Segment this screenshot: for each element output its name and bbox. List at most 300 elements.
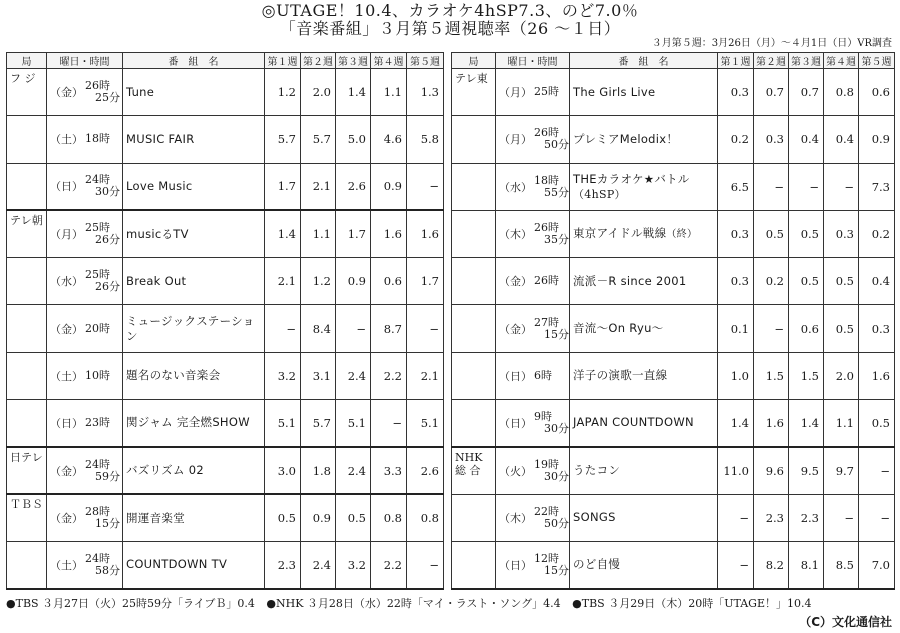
rating-week-3: 2.4 xyxy=(336,447,371,494)
rating-week-3: 1.7 xyxy=(336,210,371,257)
program-cell xyxy=(123,494,265,541)
rating-week-5: 1.6 xyxy=(859,352,895,399)
day-time-cell xyxy=(496,69,570,116)
table-row xyxy=(452,69,895,116)
rating-week-3: 2.4 xyxy=(336,352,371,399)
program-cell xyxy=(123,400,265,447)
time-minute: 15分 xyxy=(95,517,120,531)
day-time-cell xyxy=(47,116,123,163)
col-header-week-5: 第５週 xyxy=(859,53,895,69)
program-name: 流派－R since 2001 xyxy=(573,273,687,288)
rating-week-3: 9.5 xyxy=(789,447,824,494)
col-header-week-5: 第５週 xyxy=(407,53,444,69)
time-hour: 9時 xyxy=(534,409,552,423)
time xyxy=(85,370,110,382)
rating-week-1: − xyxy=(718,541,754,588)
rating-week-2: 2.1 xyxy=(301,163,336,210)
program-cell xyxy=(123,352,265,399)
footer-note-text: TBS ３月29日（木）20時「UTAGE！」10.4 xyxy=(581,597,812,610)
time xyxy=(534,86,559,98)
time xyxy=(85,222,120,246)
rating-week-3: − xyxy=(336,305,371,352)
rating-week-2: 0.5 xyxy=(754,210,789,257)
program-cell xyxy=(123,116,265,163)
col-header-week-3: 第３週 xyxy=(789,53,824,69)
rating-week-1: 1.7 xyxy=(265,163,301,210)
col-header-week-4: 第４週 xyxy=(371,53,407,69)
rating-week-4: 2.0 xyxy=(824,352,859,399)
col-header-week-1: 第１週 xyxy=(718,53,754,69)
station-cell xyxy=(452,352,496,399)
rating-week-2: 0.9 xyxy=(301,494,336,541)
station-name: テレ朝 xyxy=(10,214,43,228)
weekday: （木） xyxy=(499,228,532,242)
program-subtitle: （4hSP） xyxy=(573,187,626,201)
program-cell xyxy=(123,210,265,257)
time-hour: 23時 xyxy=(85,415,110,429)
time xyxy=(85,80,120,104)
rating-week-1: 2.3 xyxy=(265,541,301,588)
program-name: ミュージックステーション xyxy=(126,313,255,343)
time xyxy=(534,411,569,435)
bullet-icon: ● xyxy=(266,597,276,610)
footer-note-text: TBS ３月27日（火）25時59分「ライブＢ」0.4 xyxy=(15,597,255,610)
footer-note xyxy=(6,597,255,610)
station-name: テレ東 xyxy=(455,72,488,85)
survey-note: ３月第５週：3月26日（月）〜４月1日（日）VR調査 xyxy=(651,38,892,49)
rating-week-2: 1.6 xyxy=(754,400,789,447)
rating-week-3: 5.0 xyxy=(336,116,371,163)
time-hour: 22時 xyxy=(534,504,559,518)
station-cell xyxy=(7,400,47,447)
table-row xyxy=(452,400,895,447)
rating-week-2: 0.3 xyxy=(754,116,789,163)
rating-week-5: 0.4 xyxy=(859,258,895,305)
bullet-icon: ● xyxy=(572,597,582,610)
rating-week-5: − xyxy=(859,494,895,541)
rating-week-5: 2.6 xyxy=(407,447,444,494)
program-name: 東京アイドル戦線 xyxy=(573,226,667,241)
time-hour: 19時 xyxy=(534,457,559,471)
table-row xyxy=(452,305,895,352)
rating-week-3: 1.4 xyxy=(789,400,824,447)
table-row xyxy=(7,541,444,588)
time-hour: 26時 xyxy=(534,126,559,140)
program-cell xyxy=(570,447,718,494)
rating-week-5: 2.1 xyxy=(407,352,444,399)
rating-week-1: 0.2 xyxy=(718,116,754,163)
station-cell xyxy=(7,258,47,305)
weekday: （金） xyxy=(499,275,532,289)
weekday: （金） xyxy=(50,86,83,100)
weekday: （月） xyxy=(499,133,532,147)
day-time-cell xyxy=(47,494,123,541)
rating-week-1: 0.3 xyxy=(718,69,754,116)
station-cell xyxy=(452,258,496,305)
time-hour: 18時 xyxy=(534,173,559,187)
title-line-1: ◎UTAGE！10.4、カラオケ4hSP7.3、のど7.0％ xyxy=(261,1,639,20)
weekday: （日） xyxy=(50,416,83,430)
rating-week-4: 0.5 xyxy=(824,258,859,305)
ratings-table-right xyxy=(451,52,895,590)
rating-week-2: 8.4 xyxy=(301,305,336,352)
rating-week-4: − xyxy=(824,494,859,541)
time xyxy=(85,506,120,530)
weekday: （日） xyxy=(50,180,83,194)
rating-week-4: 1.6 xyxy=(371,210,407,257)
rating-week-1: 1.4 xyxy=(718,400,754,447)
day-time-cell xyxy=(496,400,570,447)
rating-week-1: 1.4 xyxy=(265,210,301,257)
rating-week-3: 5.1 xyxy=(336,400,371,447)
station-cell xyxy=(452,305,496,352)
weekday: （火） xyxy=(499,464,532,478)
rating-week-3: 0.6 xyxy=(789,305,824,352)
rating-week-3: 0.5 xyxy=(789,210,824,257)
station-cell xyxy=(7,69,47,116)
weekday: （月） xyxy=(50,228,83,242)
time-hour: 10時 xyxy=(85,368,110,382)
rating-week-5: 5.8 xyxy=(407,116,444,163)
table-row xyxy=(452,541,895,588)
rating-week-1: 0.5 xyxy=(265,494,301,541)
station-name: NHK 総 合 xyxy=(455,450,483,477)
table-header-row xyxy=(7,53,444,69)
time-minute: 26分 xyxy=(95,233,120,247)
col-header-week-3: 第３週 xyxy=(336,53,371,69)
table-row xyxy=(452,494,895,541)
rating-week-3: − xyxy=(789,163,824,210)
rating-week-5: 5.1 xyxy=(407,400,444,447)
col-header-week-2: 第２週 xyxy=(754,53,789,69)
weekday: （金） xyxy=(50,512,83,526)
rating-week-2: 0.2 xyxy=(754,258,789,305)
day-time-cell xyxy=(496,447,570,494)
time-hour: 25時 xyxy=(85,221,110,235)
weekday: （土） xyxy=(50,558,83,572)
time-hour: 27時 xyxy=(534,315,559,329)
rating-week-2: 8.2 xyxy=(754,541,789,588)
rating-week-3: 1.4 xyxy=(336,69,371,116)
station-cell xyxy=(452,541,496,588)
station-cell xyxy=(7,541,47,588)
station-cell xyxy=(452,494,496,541)
station-cell xyxy=(7,305,47,352)
program-cell xyxy=(570,258,718,305)
program-name: 関ジャム 完全燃SHOW xyxy=(126,415,250,430)
time-minute: 59分 xyxy=(95,469,120,483)
rating-week-1: − xyxy=(718,494,754,541)
footer-note-text: NHK ３月28日（水）22時「マイ・ラスト・ソング」4.4 xyxy=(276,597,561,610)
footer-note xyxy=(266,597,560,610)
rating-week-2: 1.5 xyxy=(754,352,789,399)
rating-week-4: 9.7 xyxy=(824,447,859,494)
rating-week-2: 5.7 xyxy=(301,116,336,163)
rating-week-4: 0.8 xyxy=(824,69,859,116)
program-name: JAPAN COUNTDOWN xyxy=(573,415,694,430)
col-header-day-time: 曜日・時間 xyxy=(47,53,123,69)
day-time-cell xyxy=(496,541,570,588)
program-name: 洋子の演歌一直線 xyxy=(573,368,668,383)
program-name: のど自慢 xyxy=(573,557,621,572)
rating-week-4: 0.6 xyxy=(371,258,407,305)
rating-week-1: 0.3 xyxy=(718,258,754,305)
rating-week-2: − xyxy=(754,305,789,352)
station-cell xyxy=(452,69,496,116)
program-name: 題名のない音楽会 xyxy=(126,368,221,383)
station-cell xyxy=(7,494,47,541)
time xyxy=(85,417,110,429)
col-header-week-1: 第１週 xyxy=(265,53,301,69)
time-hour: 12時 xyxy=(534,551,559,565)
time-minute: 55分 xyxy=(544,185,569,199)
col-header-station: 局 xyxy=(452,53,496,69)
bullet-icon: ● xyxy=(6,597,16,610)
rating-week-1: 11.0 xyxy=(718,447,754,494)
rating-week-2: 3.1 xyxy=(301,352,336,399)
time xyxy=(85,323,110,335)
time-minute: 30分 xyxy=(544,469,569,483)
program-name: The Girls Live xyxy=(573,84,656,99)
program-cell xyxy=(123,69,265,116)
day-time-cell xyxy=(47,352,123,399)
rating-week-5: 0.9 xyxy=(859,116,895,163)
table-row xyxy=(7,352,444,399)
time-minute: 58分 xyxy=(95,563,120,577)
rating-week-5: − xyxy=(407,305,444,352)
rating-week-1: 1.0 xyxy=(718,352,754,399)
weekday: （日） xyxy=(499,369,532,383)
time xyxy=(85,459,120,483)
rating-week-5: 0.5 xyxy=(859,400,895,447)
rating-week-1: 2.1 xyxy=(265,258,301,305)
program-name: うたコン xyxy=(573,463,621,478)
rating-week-4: 1.1 xyxy=(824,400,859,447)
program-cell xyxy=(570,210,718,257)
day-time-cell xyxy=(47,541,123,588)
rating-week-2: 5.7 xyxy=(301,400,336,447)
table-row xyxy=(452,258,895,305)
rating-week-4: 0.4 xyxy=(824,116,859,163)
rating-week-2: 2.0 xyxy=(301,69,336,116)
rating-week-4: 0.3 xyxy=(824,210,859,257)
day-time-cell xyxy=(47,210,123,257)
day-time-cell xyxy=(496,258,570,305)
rating-week-5: − xyxy=(407,163,444,210)
time-hour: 6時 xyxy=(534,368,552,382)
time-hour: 24時 xyxy=(85,173,110,187)
time-hour: 25時 xyxy=(85,268,110,282)
rating-week-4: 0.8 xyxy=(371,494,407,541)
rating-week-2: 2.3 xyxy=(754,494,789,541)
day-time-cell xyxy=(47,69,123,116)
program-cell xyxy=(570,541,718,588)
station-name: ＴＢＳ xyxy=(10,498,43,512)
program-cell xyxy=(570,163,718,210)
program-name: プレミアMelodix！ xyxy=(573,131,679,146)
rating-week-3: 0.5 xyxy=(789,258,824,305)
time xyxy=(534,553,569,577)
time-minute: 15分 xyxy=(544,563,569,577)
time-hour: 28時 xyxy=(85,505,110,519)
rating-week-1: 0.3 xyxy=(718,210,754,257)
table-row xyxy=(7,116,444,163)
time-hour: 26時 xyxy=(534,221,559,235)
program-name: バズリズム 02 xyxy=(126,463,204,478)
table-row xyxy=(7,400,444,447)
rating-week-2: 1.1 xyxy=(301,210,336,257)
rating-week-2: − xyxy=(754,163,789,210)
col-header-program: 番 組 名 xyxy=(570,53,718,69)
ratings-table-left xyxy=(6,52,444,590)
rating-week-3: 2.3 xyxy=(789,494,824,541)
col-header-week-4: 第４週 xyxy=(824,53,859,69)
program-name: Break Out xyxy=(126,273,187,288)
weekday: （日） xyxy=(499,558,532,572)
time xyxy=(534,370,552,382)
footer-note xyxy=(572,597,811,610)
program-cell xyxy=(123,163,265,210)
station-cell xyxy=(7,352,47,399)
title-line-2: 「音楽番組」３月第５週視聴率（26 〜１日） xyxy=(279,19,621,38)
time xyxy=(534,459,569,483)
rating-week-5: 0.3 xyxy=(859,305,895,352)
table-row xyxy=(7,258,444,305)
rating-week-1: 6.5 xyxy=(718,163,754,210)
weekday: （水） xyxy=(50,275,83,289)
table-row xyxy=(7,163,444,210)
rating-week-4: 1.1 xyxy=(371,69,407,116)
table-row xyxy=(452,116,895,163)
time-hour: 18時 xyxy=(85,132,110,146)
table-row xyxy=(452,352,895,399)
program-cell xyxy=(570,116,718,163)
table-row xyxy=(7,69,444,116)
time xyxy=(534,127,569,151)
rating-week-5: 0.6 xyxy=(859,69,895,116)
time xyxy=(85,269,120,293)
time xyxy=(85,174,120,198)
day-time-cell xyxy=(47,447,123,494)
rating-week-5: 0.8 xyxy=(407,494,444,541)
table-row xyxy=(7,210,444,257)
program-name: SONGS xyxy=(573,510,616,525)
table-row xyxy=(7,305,444,352)
program-cell xyxy=(123,541,265,588)
program-cell xyxy=(123,447,265,494)
rating-week-5: 7.3 xyxy=(859,163,895,210)
rating-week-5: 1.6 xyxy=(407,210,444,257)
rating-week-3: 0.7 xyxy=(789,69,824,116)
rating-week-3: 0.4 xyxy=(789,116,824,163)
col-header-day-time: 曜日・時間 xyxy=(496,53,570,69)
day-time-cell xyxy=(47,258,123,305)
program-cell xyxy=(570,69,718,116)
rating-week-5: − xyxy=(859,447,895,494)
rating-week-4: 0.5 xyxy=(824,305,859,352)
weekday: （土） xyxy=(50,133,83,147)
rating-week-4: 3.3 xyxy=(371,447,407,494)
station-cell xyxy=(7,163,47,210)
station-cell xyxy=(7,210,47,257)
time-minute: 26分 xyxy=(95,280,120,294)
rating-week-1: − xyxy=(265,305,301,352)
rating-week-4: 4.6 xyxy=(371,116,407,163)
rating-week-5: − xyxy=(407,541,444,588)
rating-week-2: 9.6 xyxy=(754,447,789,494)
day-time-cell xyxy=(496,305,570,352)
rating-week-1: 5.1 xyxy=(265,400,301,447)
day-time-cell xyxy=(47,400,123,447)
rating-week-2: 2.4 xyxy=(301,541,336,588)
day-time-cell xyxy=(496,116,570,163)
time-hour: 26時 xyxy=(85,79,110,93)
time-hour: 26時 xyxy=(534,274,559,288)
program-name: Love Music xyxy=(126,178,193,193)
station-cell xyxy=(452,163,496,210)
time xyxy=(534,222,569,246)
rating-week-4: − xyxy=(371,400,407,447)
rating-week-3: 2.6 xyxy=(336,163,371,210)
rating-week-4: 2.2 xyxy=(371,352,407,399)
rating-week-1: 1.2 xyxy=(265,69,301,116)
station-cell xyxy=(452,400,496,447)
station-name: 日テレ xyxy=(10,450,43,464)
col-header-week-2: 第２週 xyxy=(301,53,336,69)
col-header-station: 局 xyxy=(7,53,47,69)
col-header-program: 番 組 名 xyxy=(123,53,265,69)
program-name: Tune xyxy=(126,84,155,99)
day-time-cell xyxy=(47,305,123,352)
rating-week-3: 3.2 xyxy=(336,541,371,588)
time-minute: 25分 xyxy=(95,91,120,105)
weekday: （金） xyxy=(50,464,83,478)
table-row xyxy=(7,447,444,494)
day-time-cell xyxy=(47,163,123,210)
time-minute: 35分 xyxy=(544,233,569,247)
station-name: フ ジ xyxy=(10,72,36,85)
time-minute: 30分 xyxy=(95,185,120,199)
rating-week-4: − xyxy=(824,163,859,210)
table-row xyxy=(452,447,895,494)
day-time-cell xyxy=(496,163,570,210)
weekday: （金） xyxy=(499,322,532,336)
footer-notes xyxy=(6,597,811,610)
rating-week-3: 8.1 xyxy=(789,541,824,588)
program-name: 音流〜On Ryu〜 xyxy=(573,321,664,336)
station-cell xyxy=(452,447,496,494)
rating-week-2: 0.7 xyxy=(754,69,789,116)
weekday: （土） xyxy=(50,369,83,383)
program-name: 開運音楽堂 xyxy=(126,510,185,525)
program-cell xyxy=(570,400,718,447)
time xyxy=(85,133,110,145)
credit: （C）文化通信社 xyxy=(799,615,892,629)
rating-week-3: 1.5 xyxy=(789,352,824,399)
program-name: MUSIC FAIR xyxy=(126,131,195,146)
time-hour: 25時 xyxy=(534,85,559,99)
time xyxy=(534,506,569,530)
rating-week-4: 2.2 xyxy=(371,541,407,588)
program-end-mark: （終） xyxy=(666,229,698,241)
time-minute: 15分 xyxy=(544,327,569,341)
program-name: COUNTDOWN TV xyxy=(126,557,228,572)
rating-week-4: 8.7 xyxy=(371,305,407,352)
table-header-row xyxy=(452,53,895,69)
table-row xyxy=(452,210,895,257)
program-name: musicるTV xyxy=(126,226,189,241)
weekday: （日） xyxy=(499,416,532,430)
